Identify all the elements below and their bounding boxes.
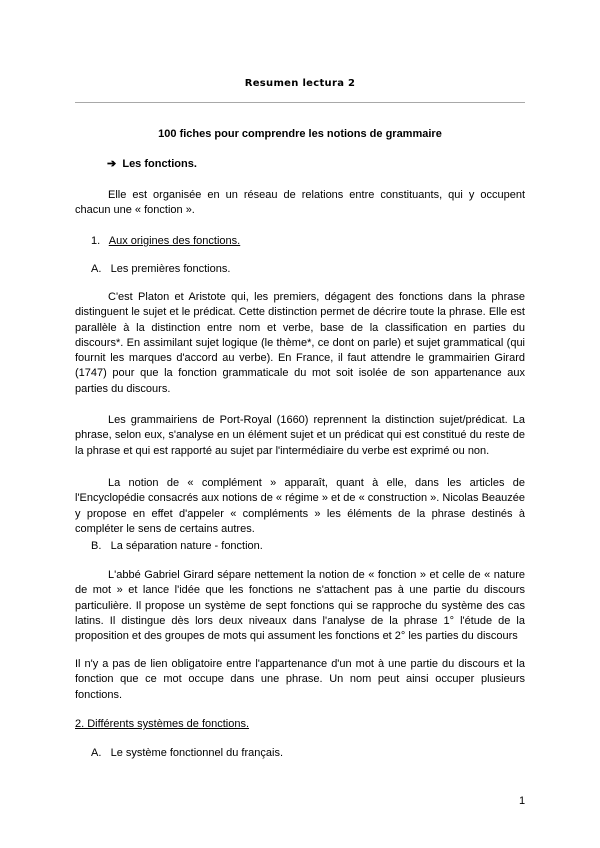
section-label: Les fonctions. xyxy=(122,158,197,170)
document-subtitle: 100 fiches pour comprendre les notions de grammaire xyxy=(158,128,442,140)
heading-label: La séparation nature - fonction. xyxy=(110,540,263,552)
heading-label: Le système fonctionnel du français. xyxy=(110,747,284,759)
page-number: 1 xyxy=(519,795,526,807)
paragraph-port-royal: Les grammairiens de Port-Royal (1660) reprennent la distinction sujet/prédicat. La phrase, selon eux, s'analyse en un élément sujet et un prédicat qui est constitué du reste de la phrase et qui est rapporté au sujet par l'intermédiaire du verbe est exprimé ou non. xyxy=(75,414,525,457)
heading-number: A. xyxy=(91,747,102,759)
paragraph-intro: Elle est organisée en un réseau de relations entre constituants, qui y occupent chacun une « fonction ». xyxy=(75,189,525,217)
heading-1a xyxy=(75,262,525,277)
heading-label: Aux origines des fonctions. xyxy=(108,235,241,247)
heading-number: 1. xyxy=(91,235,101,247)
arrow-icon: ➔ xyxy=(107,158,117,170)
document-title: Resumen lectura 2 xyxy=(244,78,356,89)
heading-1b xyxy=(75,539,525,554)
heading-2 xyxy=(75,717,525,732)
heading-1 xyxy=(75,234,525,249)
paragraph-girard: L'abbé Gabriel Girard sépare nettement la notion de « fonction » et celle de « nature de mot » et lance l'idée que les fonctions ne s'attachent pas à une partie du discours particulière. Il propose un système de sept fonctions qui se rapproche du système des cas latins. Il distingue dès lors deux niveaux dans l'analyse de la phrase 1° l'étude de la proposition et des groupes de mots qui assument les fonctions et 2° les parties du discours xyxy=(75,569,525,643)
paragraph-complement: La notion de « complément » apparaît, quant à elle, dans les articles de l'Encyclopédie consacrés aux notions de « régime » et de « construction ». Nicolas Beauzée y propose en effet d'appeler « compléments » les éléments de la phrase destinés à compléter le sens de certains autres. xyxy=(75,477,525,535)
heading-label: 2. Différents systèmes de fonctions. xyxy=(75,718,250,730)
heading-number: B. xyxy=(91,540,102,552)
header-divider xyxy=(75,102,525,103)
paragraph-lien: Il n'y a pas de lien obligatoire entre l'appartenance d'un mot à une partie du discours et la fonction que ce mot occupe dans une phrase. Un nom peut ainsi occuper plusieurs fonctions. xyxy=(75,658,525,701)
heading-number: A. xyxy=(91,263,102,275)
heading-label: Les premières fonctions. xyxy=(110,263,231,275)
heading-2a xyxy=(75,746,525,761)
section-heading xyxy=(75,157,525,172)
paragraph-platon: C'est Platon et Aristote qui, les premiers, dégagent des fonctions dans la phrase distinguent le sujet et le prédicat. Cette distinction permet de décrire toute la phrase. Elle est parallèle à la distinction entre nom et verbe, base de la classification en parties du discours*. En assimilant sujet logique (le thème*, ce dont on parle) et sujet grammatical (qui fournit les marques d'accord au verbe). En France, il faut attendre le grammairien Girard (1747) pour que la fonction grammaticale du mot soit isolée de son appartenance aux parties du discours. xyxy=(75,291,525,395)
